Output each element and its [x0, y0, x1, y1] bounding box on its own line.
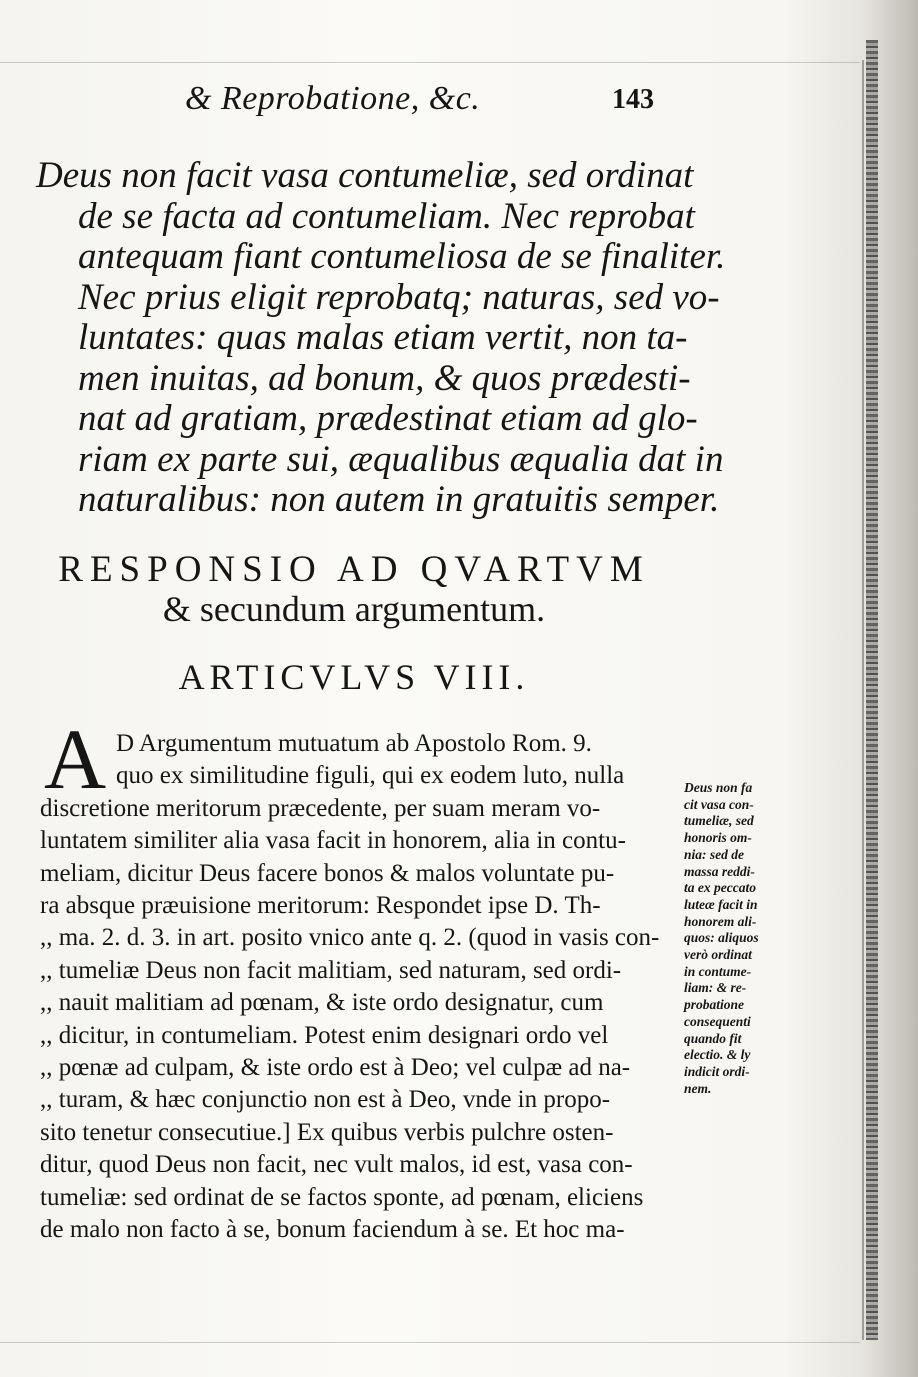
page-number: 143 [612, 84, 654, 115]
marginal-note [684, 780, 804, 1097]
italic-line: antequam fiant contumeliosa de se finaliter. [78, 236, 726, 277]
italic-line: naturalibus: non autem in gratuitis semper. [78, 479, 720, 520]
marginal-line: verò ordinat [684, 947, 752, 963]
marginal-line: nia: sed de [684, 846, 744, 862]
marginal-line: quando fit [684, 1030, 742, 1046]
marginal-line: indicit ordi- [684, 1063, 750, 1079]
body-line: discretione meritorum præcedente, per suam meram vo- [40, 794, 601, 822]
marginal-line: Deus non fa [684, 780, 753, 795]
marginal-line: nem. [684, 1080, 712, 1096]
running-head: & Reprobatione, &c. [185, 80, 481, 117]
italic-line: Deus non facit vasa contumeliæ, sed ordinat [36, 155, 694, 196]
marginal-line: liam: & re- [684, 980, 747, 996]
section-subheading: & secundum argumentum. [162, 589, 546, 629]
italic-line: de se facta ad contumeliam. Nec reprobat [78, 195, 695, 237]
body-line: sito tenetur consecutiue.] Ex quibus verbis pulchre osten- [40, 1118, 614, 1146]
body-line: luntatem similiter alia vasa facit in honorem, alia in contu- [40, 827, 626, 855]
body-line: D Argumentum mutuatum ab Apostolo Rom. 9. [116, 730, 592, 757]
marginal-line: electio. & ly [684, 1047, 751, 1063]
marginal-line: honoris om- [684, 830, 752, 846]
body-line: ,, pœnæ ad culpam, & iste ordo est à Deo; vel culpæ ad na- [40, 1054, 631, 1082]
article-heading: ARTICVLVS VIII. [178, 657, 530, 697]
drop-cap-letter: A [44, 711, 107, 807]
body-line: ,, dicitur, in contumeliam. Potest enim designari ordo vel [40, 1021, 609, 1049]
marginal-line: in contume- [684, 963, 752, 979]
marginal-line: tumeliæ, sed [684, 813, 754, 829]
body-line: quo ex similitudine figuli, qui ex eodem luto, nulla [116, 762, 625, 790]
marginal-line: ta ex peccato [684, 880, 756, 896]
marginal-line: consequenti [684, 1013, 751, 1029]
body-line: de malo non facto à se, bonum faciendum à se. Et hoc ma- [40, 1216, 625, 1244]
section-heading: RESPONSIO AD QVARTVM [58, 549, 650, 590]
italic-quotation-block [36, 155, 726, 521]
marginal-line: honorem ali- [684, 913, 757, 929]
page-edge-top [0, 62, 860, 63]
italic-line: luntates: quas malas etiam vertit, non ta- [78, 317, 688, 358]
italic-line: nat ad gratiam, prædestinat etiam ad glo- [78, 398, 698, 439]
marginal-line: massa reddi- [684, 863, 755, 879]
body-line: ditur, quod Deus non facit, nec vult malos, id est, vasa con- [40, 1151, 633, 1179]
body-line: ,, tumeliæ Deus non facit malitiam, sed naturam, sed ordi- [40, 956, 622, 984]
marginal-line: quos: aliquos [684, 930, 759, 946]
body-line: ,, ma. 2. d. 3. in art. posito vnico ante q. 2. (quod in vasis con- [40, 924, 660, 952]
marginal-line: luteæ facit in [684, 896, 758, 912]
italic-line: Nec prius eligit reprobatq; naturas, sed vo- [78, 276, 720, 318]
italic-line: men inuitas, ad bonum, & quos prædesti- [78, 357, 691, 399]
binding-shadow [862, 60, 864, 1340]
marginal-line: cit vasa con- [684, 796, 754, 812]
body-line: ,, turam, & hæc conjunctio non est à Deo, vnde in propo- [40, 1086, 611, 1114]
marginal-line: probatione [684, 997, 745, 1013]
binding-gutter [866, 40, 878, 1340]
body-line: tumeliæ: sed ordinat de se factos sponte, ad pœnam, eliciens [40, 1183, 644, 1211]
page-edge-bottom [0, 1342, 860, 1343]
italic-line: riam ex parte sui, æqualibus æqualia dat in [78, 438, 724, 480]
body-line: meliam, dicitur Deus facere bonos & malos voluntate pu- [40, 859, 615, 887]
body-line: ,, nauit malitiam ad pœnam, & iste ordo designatur, cum [40, 989, 604, 1017]
body-line: ra absque præuisione meritorum: Respondet ipse D. Th- [40, 892, 601, 920]
body-paragraph [40, 728, 690, 1247]
